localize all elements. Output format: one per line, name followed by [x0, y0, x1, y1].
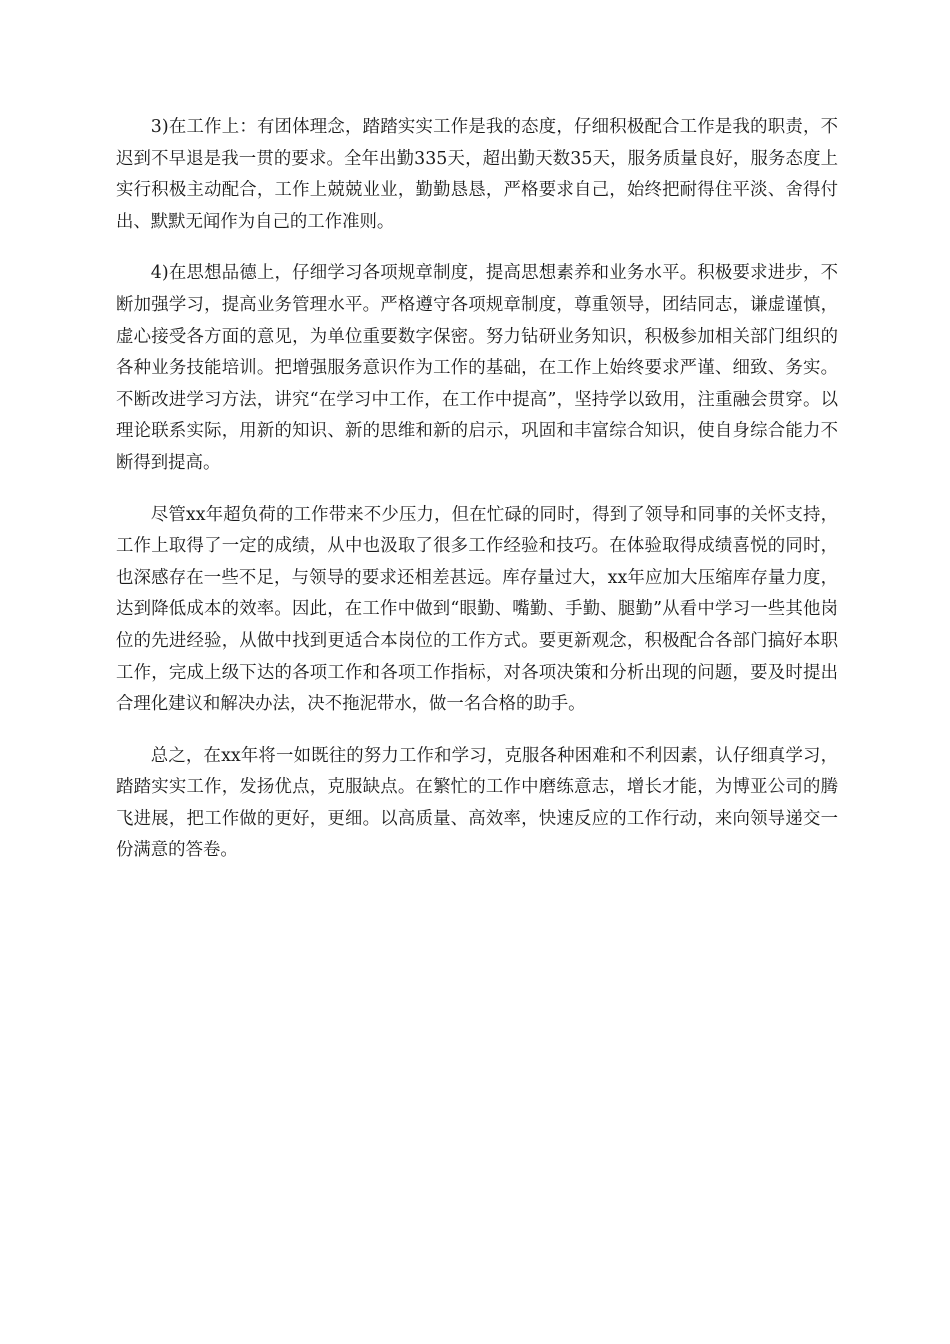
paragraph-moral-character: 4)在思想品德上，仔细学习各项规章制度，提高思想素养和业务水平。积极要求进步，不断加强学习，提高业务管理水平。严格遵守各项规章制度，尊重领导，团结同志，谦虚谨慎，虚心接受各方面的意见，为单位重要数字保密。努力钻研业务知识，积极参加相关部门组织的各种业务技能培训。把增强服务意识作为工作的基础，在工作上始终要求严谨、细致、务实。不断改进学习方法，讲究“在学习中工作，在工作中提高”，坚持学以致用，注重融会贯穿。以理论联系实际，用新的知识、新的思维和新的启示，巩固和丰富综合知识，使自身综合能力不断得到提高。 — [116, 263, 838, 473]
paragraph-shortcomings: 尽管xx年超负荷的工作带来不少压力，但在忙碌的同时，得到了领导和同事的关怀支持，工作上取得了一定的成绩，从中也汲取了很多工作经验和技巧。在体验取得成绩喜悦的同时，也深感存在一些不足，与领导的要求还相差甚远。库存量过大，xx年应加大压缩库存量力度，达到降低成本的效率。因此，在工作中做到“眼勤、嘴勤、手勤、腿勤”从看中学习一些其他岗位的先进经验，从做中找到更适合本岗位的工作方式。要更新观念，积极配合各部门搞好本职工作，完成上级下达的各项工作和各项工作指标，对各项决策和分析出现的问题，要及时提出合理化建议和解决办法，决不拖泥带水，做一名合格的助手。 — [116, 504, 838, 715]
paragraph-conclusion: 总之，在xx年将一如既往的努力工作和学习，克服各种困难和不利因素，认仔细真学习，踏踏实实工作，发扬优点，克服缺点。在繁忙的工作中磨练意志，增长才能，为博亚公司的腾飞进展，把工作做的更好，更细。以高质量、高效率，快速反应的工作行动，来向领导递交一份满意的答卷。 — [116, 745, 838, 861]
document-body — [116, 112, 838, 887]
paragraph-work-attitude: 3)在工作上：有团体理念，踏踏实实工作是我的态度，仔细积极配合工作是我的职责，不迟到不早退是我一贯的要求。全年出勤335天，超出勤天数35天，服务质量良好，服务态度上实行积极主动配合，工作上兢兢业业，勤勤恳恳，严格要求自己，始终把耐得住平淡、舍得付出、默默无闻作为自己的工作准则。 — [116, 117, 838, 232]
